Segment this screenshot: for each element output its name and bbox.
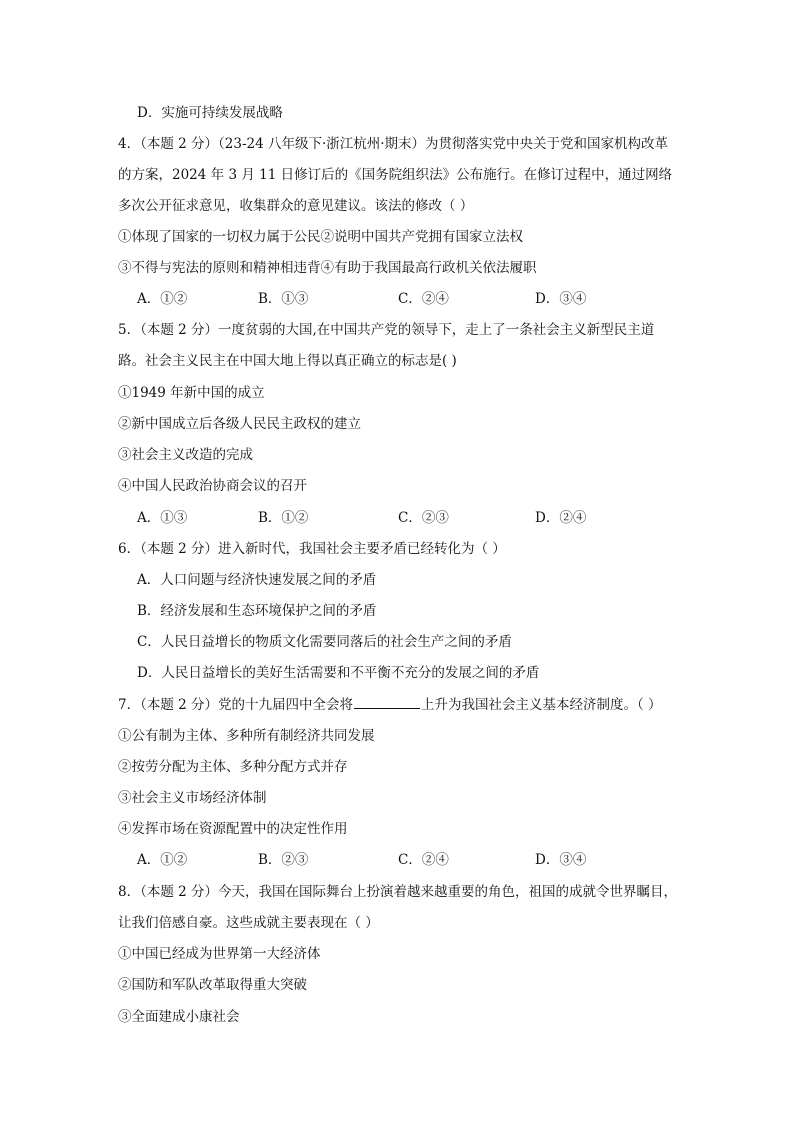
q4-options xyxy=(137,290,697,308)
q5-statement-3: ③社会主义改造的完成 xyxy=(118,447,253,463)
q7-statement-3: ③社会主义市场经济体制 xyxy=(118,790,267,806)
q7-blank xyxy=(354,695,420,709)
q8-statement-1: ①中国已经成为世界第一大经济体 xyxy=(118,946,321,962)
q7-statement-1: ①公有制为主体、多种所有制经济共同发展 xyxy=(118,728,375,744)
q5-statement-4: ④中国人民政治协商会议的召开 xyxy=(118,478,307,494)
q5-stem-line2: 路。社会主义民主在中国大地上得以真正确立的标志是( ) xyxy=(118,353,457,369)
q7-statement-4: ④发挥市场在资源配置中的决定性作用 xyxy=(118,821,348,837)
q7-stem-after: 上升为我国社会主义基本经济制度。（ ） xyxy=(421,697,662,713)
q7-option-d[interactable]: D．③④ xyxy=(535,852,587,868)
q4-stem-line2: 的方案，2024 年 3 月 11 日修订后的《国务院组织法》公布施行。在修订过程中，通过网络 xyxy=(118,167,673,183)
q5-stem-line1: 5．（本题 2 分）一度贫弱的大国,在中国共产党的领导下，走上了一条社会主义新型民主道 xyxy=(118,322,655,338)
q5-option-c[interactable]: C．②③ xyxy=(398,510,449,526)
q4-statement-3-4: ③不得与宪法的原则和精神相违背④有助于我国最高行政机关依法履职 xyxy=(118,260,537,276)
q6-option-c[interactable]: C．人民日益增长的物质文化需要同落后的社会生产之间的矛盾 xyxy=(137,634,512,650)
q5-option-b[interactable]: B．①② xyxy=(258,510,309,526)
q4-option-c[interactable]: C．②④ xyxy=(398,291,449,307)
q5-options xyxy=(137,509,697,527)
q7-option-a[interactable]: A．①② xyxy=(137,852,188,868)
q4-stem-line3: 多次公开征求意见，收集群众的意见建议。该法的修改（ ） xyxy=(118,198,474,214)
q8-stem-line2: 让我们倍感自豪。这些成就主要表现在（ ） xyxy=(118,915,379,931)
q7-option-b[interactable]: B．②③ xyxy=(258,852,309,868)
q4-stem-line1: 4．（本题 2 分）（23-24 八年级下·浙江杭州·期末）为贯彻落实党中央关于党和国家机构改革 xyxy=(118,136,669,152)
q4-option-a[interactable]: A．①② xyxy=(137,291,188,307)
q6-option-b[interactable]: B．经济发展和生态环境保护之间的矛盾 xyxy=(137,603,377,619)
q6-option-d[interactable]: D．人民日益增长的美好生活需要和不平衡不充分的发展之间的矛盾 xyxy=(137,665,540,681)
q3-option-d: D．实施可持续发展战略 xyxy=(137,105,283,121)
q5-statement-1: ①1949 年新中国的成立 xyxy=(118,385,265,401)
q4-option-d[interactable]: D．③④ xyxy=(535,291,587,307)
q4-option-b[interactable]: B．①③ xyxy=(258,291,309,307)
q7-option-c[interactable]: C．②④ xyxy=(398,852,449,868)
q5-statement-2: ②新中国成立后各级人民民主政权的建立 xyxy=(118,416,361,432)
q6-stem: 6．（本题 2 分）进入新时代，我国社会主要矛盾已经转化为（ ） xyxy=(118,541,506,557)
q8-statement-2: ②国防和军队改革取得重大突破 xyxy=(118,977,307,993)
q7-statement-2: ②按劳分配为主体、多种分配方式并存 xyxy=(118,759,348,775)
q5-option-d[interactable]: D．②④ xyxy=(535,510,587,526)
q8-statement-3: ③全面建成小康社会 xyxy=(118,1009,240,1025)
q7-stem xyxy=(118,695,662,714)
q7-stem-before: 7．（本题 2 分）党的十九届四中全会将 xyxy=(118,697,354,713)
q7-options xyxy=(137,851,697,869)
q4-statement-1-2: ①体现了国家的一切权力属于公民②说明中国共产党拥有国家立法权 xyxy=(118,229,523,245)
q5-option-a[interactable]: A．①③ xyxy=(137,510,188,526)
q6-option-a[interactable]: A．人口问题与经济快速发展之间的矛盾 xyxy=(137,572,377,588)
q8-stem-line1: 8．（本题 2 分）今天，我国在国际舞台上扮演着越来越重要的角色，祖国的成就令世界瞩目， xyxy=(118,884,678,900)
